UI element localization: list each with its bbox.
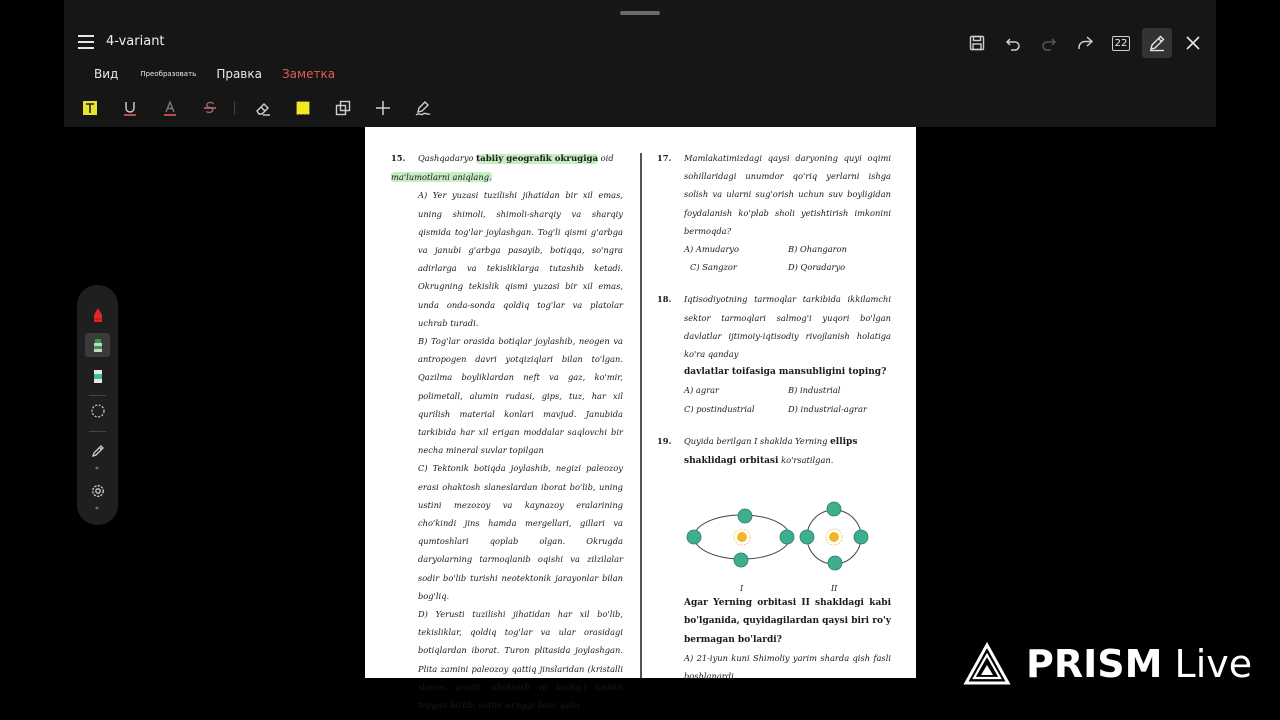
pdf-editor-app xyxy=(64,0,1216,720)
settings-icon[interactable] xyxy=(85,479,110,503)
q18-options: A) agrar B) industrial C) postindustrial D) industrial-agrar xyxy=(684,385,867,414)
option-c-text: C) Tektonik botiqda joylashib, negizi paleozoy erasi ohaktosh slaneslardan iborat bo'lib, uning ustini mezozoy va kaynazoy eralarining cho'kindi jins hamda mergellari, gillari va qumtoshlari qoplab olgan. Okrugda daryolarning tarmoqlanib oqishi va zilzilalar sodir bo'lib turishi neotektonik jarayonlar bilan bog'liq. xyxy=(418,463,623,601)
title-bar xyxy=(64,26,1216,60)
toolbar-separator xyxy=(234,101,235,115)
share-icon[interactable] xyxy=(1070,28,1100,58)
orbit-figure: I II xyxy=(684,482,884,582)
right-column xyxy=(657,149,891,685)
question-19: 19. Quyida berilgan I shaklda Yerning ellips shaklidagi orbitasi ko'rsatilgan. I II Agar Yerning orbitasi II shakldagi kabi bo'lganida, quyidagilardan qaysi biri ro'y bermagan bo'lardi? A) 21-iyun kuni Shimoliy yarim sharda qish fasli boshlanardi xyxy=(657,435,891,682)
pen-edit-icon[interactable] xyxy=(1142,28,1172,58)
pen-tools-panel xyxy=(77,285,118,525)
option-d-text: D) Yerusti tuzilishi jihatidan har xil bo'lib, tekisliklar, qoldiq tog'lar va ular orasidagi botiqlardan iborat. Turon plitasida joylashgan. Plita zamini paleozoy qattiq jinslaridan (kristalli slanes, granit, ohaktosh va boshq.) tashkil topgan bo'lib, ustini so'nggi davr qalin xyxy=(418,609,623,711)
menu-edit[interactable]: Правка xyxy=(216,67,262,81)
page-count-icon[interactable]: 22 xyxy=(1106,28,1136,58)
question-17: 17. Mamlakatimizdagi qaysi daryoning quyi oqimi sohillaridagi unumdor qo'riq yerlarni ishga solish va ularni sug'orish uchun suv boyligidan foydalanish ko'plab sholi yetishtirish imkonini bermoqda? A) Amudaryo B) Ohangaron C) Sangzor D) Qoradaryo xyxy=(657,149,891,276)
tools-separator xyxy=(89,431,106,432)
pencil-icon[interactable] xyxy=(85,439,110,463)
underline-icon[interactable] xyxy=(118,96,142,120)
q17-options: A) Amudaryo B) Ohangaron C) Sangzor D) Qoradaryo xyxy=(684,244,847,273)
watermark-text: PRISM Live xyxy=(1026,642,1253,686)
menu-bar xyxy=(64,62,335,86)
lasso-icon[interactable] xyxy=(85,399,110,423)
chevron-down-icon[interactable] xyxy=(95,467,99,470)
question-15: 15. Qashqadaryo tabiiy geografik okrugiga oid ma'lumotlarni aniqlang. A) Yer yuzasi tuzilishi jihatidan bir xil emas, uning shimoli, shimoli-sharqiy va sharqiy qismida tog'lar joylashgan. Tog'li qismi g'arbga va janubi g'arbga pasayib, botiqqa, so'ngra adirlarga va tekisliklarga tutashib ketadi. Okrugning tekislik qismi yuzasi bir xil emas, unda onda-sonda qoldiq tog'lar va platolar uchrab turadi. B) Tog'lar orasida botiqlar joylashib, neogen va antropogen davri yotqiziqlari bilan to'lgan. Qazilma boyliklardan neft va gaz, ko'mir, polimetall, alumin rudasi, gips, tuz, har xil qurilish material konlari mavjud. Janubida tarkibida har xil erigan moddalar saqlovchi bir necha mineral suvlar topilgan C) Tektonik botiqda joylashib, negizi paleozoy erasi ohaktosh slaneslardan iborat bo'lib, uning ustini mezozoy va kaynazoy eralarining cho'kindi jins hamda mergellari, gillari va qumtoshlari qoplab olgan. Okrugda daryolarning tarmoqlanib oqishi va zilzilalar sodir bo'lib turishi neotektonik jarayonlar bilan bog'liq. D) Yerusti tuzilishi jihatidan har xil bo'lib, tekisliklar, qoldiq tog'lar va ular orasidagi botiqlardan iborat. Turon plitasida joylashgan. Plita zamini paleozoy qattiq jinslaridan (kristalli slanes, granit, ohaktosh va boshq.) tashkil topgan bo'lib, ustini so'nggi davr qalin xyxy=(391,149,623,714)
document-title: 4-variant xyxy=(106,34,165,49)
signature-icon[interactable] xyxy=(411,96,435,120)
strikethrough-icon[interactable] xyxy=(198,96,222,120)
redo-icon[interactable] xyxy=(1034,28,1064,58)
save-icon[interactable] xyxy=(962,28,992,58)
prism-logo-icon xyxy=(964,643,1010,685)
pdf-page[interactable] xyxy=(365,127,916,711)
highlighter-icon[interactable] xyxy=(85,364,110,388)
tools-separator xyxy=(89,395,106,396)
sun-icon xyxy=(734,529,750,545)
highlight-text-icon[interactable] xyxy=(78,96,102,120)
highlight-area-icon[interactable] xyxy=(291,96,315,120)
undo-icon[interactable] xyxy=(998,28,1028,58)
left-column xyxy=(391,149,623,714)
highlighted-phrase: ma'lumotlarni aniqlang. xyxy=(391,172,492,183)
orbit-diagram xyxy=(684,482,884,582)
prism-live-watermark xyxy=(964,642,1252,686)
question-18: 18. Iqtisodiyotning tarmoqlar tarkibida ikkilamchi sektor tarmoqlari salmog'i yuqori bo'lgan davlatlar ijtimoiy-iqtisodiy rivojlanish holatiga ko'ra qanday davlatlar toifasiga mansubligini toping? A) agrar B) industrial C) postindustrial D) industrial-agrar xyxy=(657,290,891,417)
menu-convert[interactable]: Преобразовать xyxy=(140,70,197,78)
top-actions xyxy=(962,28,1208,58)
column-divider xyxy=(640,153,642,678)
eraser-icon[interactable] xyxy=(251,96,275,120)
green-marker-icon[interactable] xyxy=(85,333,110,357)
option-a-text: A) Yer yuzasi tuzilishi jihatidan bir xil emas, uning shimoli, shimoli-sharqiy va sharqiy qismida tog'lar joylashgan. Tog'li qismi g'arbga va janubi g'arbga pasayib, botiqqa, so'ngra adirlarga va tekisliklarga tutashib ketadi. Okrugning tekislik qismi yuzasi bir xil emas, unda onda-sonda qoldiq tog'lar va platolar uchrab turadi. xyxy=(418,190,623,328)
earth-icon xyxy=(687,502,868,570)
text-color-icon[interactable] xyxy=(158,96,182,120)
add-icon[interactable] xyxy=(371,96,395,120)
sun-icon xyxy=(826,529,842,545)
hamburger-menu-icon[interactable] xyxy=(78,35,94,49)
chevron-down-icon[interactable] xyxy=(95,507,99,510)
document-canvas[interactable] xyxy=(64,127,1216,720)
option-b-text: B) Tog'lar orasida botiqlar joylashib, neogen va antropogen davri yotqiziqlari bilan to'lgan. Qazilma boyliklardan neft va gaz, ko'mir, polimetall, alumin rudasi, gips, tuz, har xil qurilish material konlari mavjud. Janubida tarkibida har xil erigan moddalar saqlovchi bir necha mineral suvlar topilgan xyxy=(418,336,623,456)
shapes-icon[interactable] xyxy=(331,96,355,120)
drag-handle[interactable] xyxy=(620,11,660,15)
red-pen-icon[interactable] xyxy=(85,303,110,327)
close-icon[interactable] xyxy=(1178,28,1208,58)
highlighted-phrase: tabiiy geografik okrugiga xyxy=(476,154,599,164)
menu-note[interactable]: Заметка xyxy=(281,67,336,81)
annotation-toolbar xyxy=(64,90,1216,126)
menu-view[interactable]: Вид xyxy=(94,67,119,81)
